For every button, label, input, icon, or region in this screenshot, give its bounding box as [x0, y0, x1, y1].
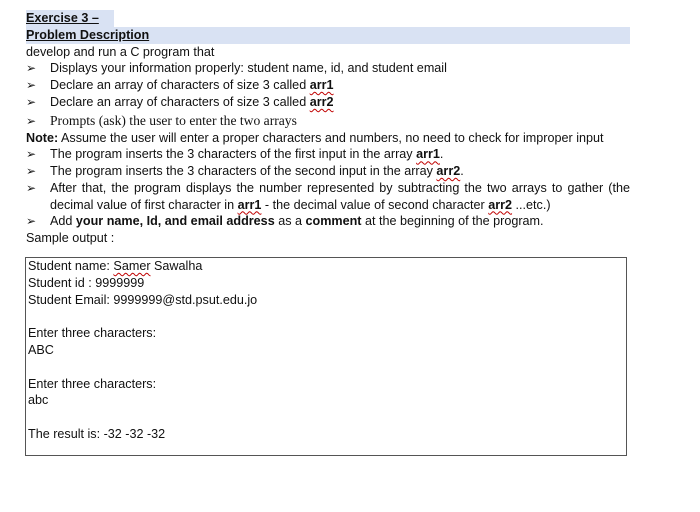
bullet-text: Declare an array of characters of size 3 called	[50, 78, 310, 93]
variable-arr1: arr1	[309, 78, 334, 93]
bullet-text: Declare an array of characters of size 3 called	[50, 94, 310, 109]
output-line-id: Student id : 9999999	[28, 275, 145, 290]
output-text: Student name:	[28, 259, 114, 273]
arrow-bullet-icon: ➢	[26, 164, 37, 179]
note-text: Assume the user will enter a proper characters and numbers, no need to check for improper input	[58, 130, 604, 145]
bullet-text: Displays your information properly: student name, id, and student email	[50, 61, 447, 76]
bullet-text: The program inserts the 3 characters of the first input in the array	[50, 147, 417, 162]
bullet-item	[26, 180, 630, 213]
bullet-item	[26, 146, 630, 163]
bullet-item	[26, 94, 630, 111]
output-blank-line	[28, 409, 624, 426]
bullet-item	[26, 60, 630, 77]
bullet-text-mid: as a	[274, 214, 306, 229]
variable-arr2: arr2	[436, 164, 461, 179]
bullet-text-end: .	[439, 147, 444, 162]
exercise-title: Exercise 3 –	[26, 10, 114, 27]
bullet-text: Add	[50, 214, 76, 229]
variable-arr1: arr1	[416, 147, 440, 162]
sample-output-box	[25, 257, 627, 456]
bold-phrase: your name, Id, and email address	[75, 214, 275, 229]
bullet-item	[26, 77, 630, 94]
note-label: Note:	[26, 130, 59, 145]
output-line-prompt2: Enter three characters:	[28, 376, 157, 391]
document	[26, 10, 630, 247]
arrow-bullet-icon: ➢	[26, 94, 37, 109]
problem-description-heading	[26, 27, 630, 44]
bold-phrase: comment	[305, 214, 362, 229]
output-line-email: Student Email: 9999999@std.psut.edu.jo	[28, 292, 258, 307]
variable-arr2: arr2	[488, 197, 513, 212]
bullet-text-end: ...etc.)	[512, 197, 551, 212]
bullet-text: The program inserts the 3 characters of the second input in the array	[50, 164, 437, 179]
variable-arr2: arr2	[309, 94, 334, 109]
arrow-bullet-icon: ➢	[26, 214, 37, 229]
note-line	[26, 130, 630, 147]
output-blank-line	[28, 308, 624, 325]
arrow-bullet-icon: ➢	[26, 61, 37, 76]
bullet-text-end: .	[460, 164, 464, 179]
output-line-input2: abc	[28, 393, 49, 408]
output-name-first: Samer	[113, 259, 151, 273]
output-line-prompt1: Enter three characters:	[28, 326, 157, 341]
bullet-text: Prompts (ask) the user to enter the two arrays	[50, 112, 297, 128]
bullet-item	[26, 113, 630, 130]
output-name-last: Sawalha	[150, 259, 203, 273]
sample-output-label: Sample output :	[26, 230, 115, 245]
output-line-input1: ABC	[28, 342, 54, 357]
output-line-result: The result is: -32 -32 -32	[28, 426, 166, 441]
exercise-title-row	[26, 10, 630, 27]
arrow-bullet-icon: ➢	[26, 113, 37, 128]
arrow-bullet-icon: ➢	[26, 147, 37, 162]
intro-text: develop and run a C program that	[26, 44, 215, 59]
bullet-item	[26, 213, 630, 230]
output-blank-line	[28, 359, 624, 376]
variable-arr1: arr1	[237, 197, 262, 212]
arrow-bullet-icon: ➢	[26, 78, 37, 93]
output-line-name	[28, 258, 624, 275]
bullet-text-end: at the beginning of the program.	[361, 214, 544, 229]
arrow-bullet-icon: ➢	[26, 180, 37, 195]
heading-text: Problem Description	[26, 27, 150, 42]
bullet-text: After that, the program displays the number represented by subtracting the two arrays to gather (the decimal value of first character in	[50, 180, 630, 212]
bullet-item	[26, 163, 630, 180]
bullet-text-mid: - the decimal value of second character	[261, 197, 489, 212]
